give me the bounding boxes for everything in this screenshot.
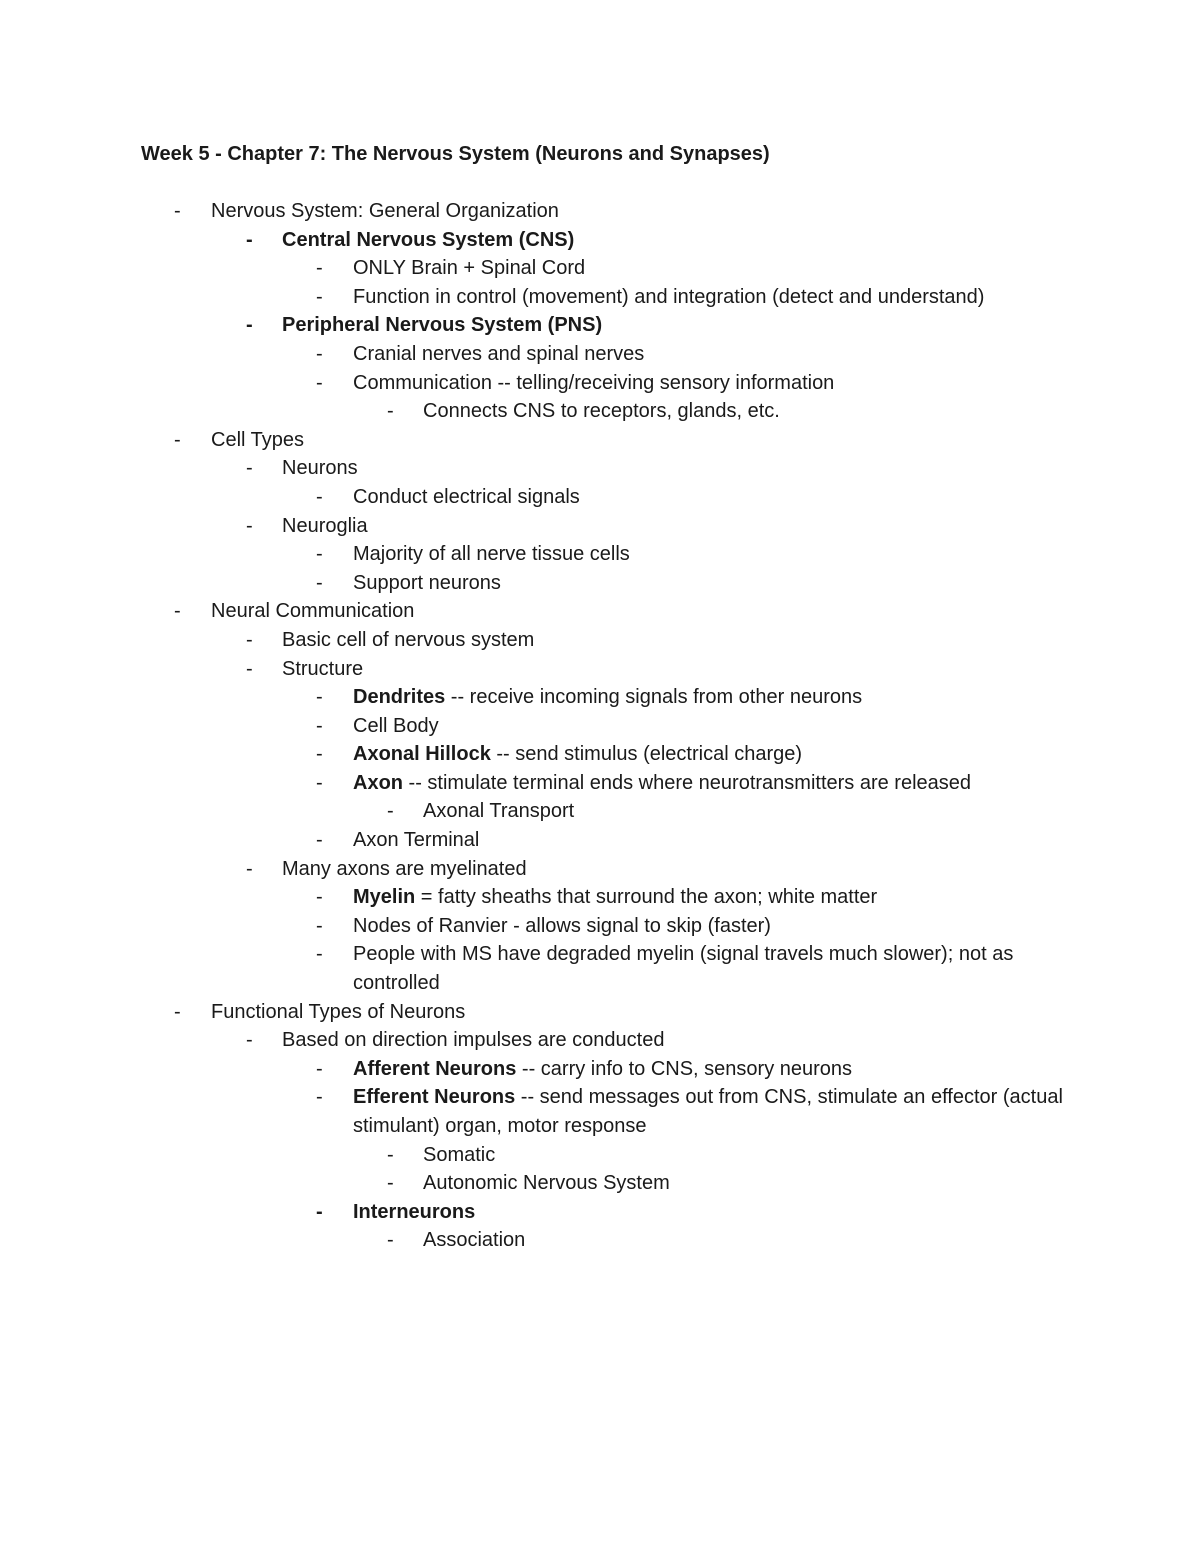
list-item [0, 283, 1200, 312]
list-item [0, 226, 1200, 255]
list-item [0, 912, 1200, 941]
list-item-text [353, 740, 1073, 769]
bullet-dash: - [174, 600, 181, 623]
bold-term: Peripheral Nervous System (PNS) [282, 314, 603, 337]
bullet-dash: - [246, 228, 253, 251]
item-text: Association [423, 1229, 526, 1252]
list-item-text [423, 1226, 1143, 1255]
bullet-dash: - [174, 200, 181, 222]
list-item-text [282, 855, 1002, 884]
item-text: Cell Body [353, 714, 439, 737]
list-item [0, 311, 1200, 340]
bullet-dash: - [316, 886, 323, 909]
bullet-dash: - [246, 657, 253, 680]
list-item-text [353, 1055, 1073, 1084]
bold-term: Dendrites [353, 686, 446, 709]
list-item-text [282, 226, 1002, 255]
outline-list [0, 197, 1200, 1255]
bullet-dash: - [316, 714, 323, 737]
list-item-text [353, 254, 1073, 283]
list-item-text [353, 540, 1073, 569]
bold-term: Interneurons [353, 1200, 476, 1223]
list-item-text [353, 340, 1073, 369]
item-text: -- carry info to CNS, sensory neurons [516, 1057, 853, 1080]
item-text: -- send stimulus (electrical charge) [490, 743, 803, 766]
list-item [0, 626, 1200, 655]
list-item-text [282, 655, 1002, 684]
list-item [0, 769, 1200, 798]
item-text: -- send messages out from CNS, stimulate an effector (actual stimulant) organ, motor response [353, 1086, 1063, 1137]
list-item [0, 512, 1200, 541]
list-item [0, 740, 1200, 769]
list-item-text [211, 998, 931, 1027]
list-item [0, 998, 1200, 1027]
list-item [0, 1198, 1200, 1227]
item-text: Neurons [282, 457, 358, 480]
item-text: Structure [282, 657, 364, 680]
bullet-dash: - [174, 428, 181, 451]
item-text: Neural Communication [211, 600, 415, 623]
item-text: Somatic [423, 1143, 496, 1166]
bullet-dash: - [246, 857, 253, 880]
bullet-dash: - [316, 914, 323, 937]
list-item [0, 1141, 1200, 1170]
list-item [0, 1226, 1200, 1255]
list-item [0, 426, 1200, 455]
bullet-dash: - [316, 543, 323, 566]
list-item-text [353, 826, 1073, 855]
list-item-text [282, 512, 1002, 541]
item-text: Functional Types of Neurons [211, 1000, 466, 1023]
item-text: Connects CNS to receptors, glands, etc. [423, 400, 780, 423]
list-item [0, 883, 1200, 912]
list-item-text [353, 569, 1073, 598]
item-text: Function in control (movement) and integration (detect and understand) [353, 285, 985, 308]
list-item [0, 797, 1200, 826]
bullet-dash: - [316, 1200, 323, 1223]
list-item-text [282, 311, 1002, 340]
item-text: Many axons are myelinated [282, 857, 527, 880]
list-item [0, 683, 1200, 712]
list-item [0, 597, 1200, 626]
item-text: Majority of all nerve tissue cells [353, 543, 630, 566]
item-text: ONLY Brain + Spinal Cord [353, 257, 586, 280]
list-item-text [282, 626, 1002, 655]
bullet-dash: - [316, 1057, 323, 1080]
bullet-dash: - [316, 743, 323, 766]
bullet-dash: - [174, 1000, 181, 1023]
bullet-dash: - [316, 342, 323, 365]
list-item-text [353, 683, 1073, 712]
list-item-text [211, 197, 931, 226]
list-item [0, 540, 1200, 569]
list-item [0, 940, 1200, 997]
list-item-text [211, 426, 931, 455]
list-item-text [282, 454, 1002, 483]
item-text: -- receive incoming signals from other neurons [445, 686, 863, 709]
list-item-text [353, 769, 1073, 798]
list-item-text [353, 912, 1073, 941]
list-item [0, 826, 1200, 855]
bullet-dash: - [316, 257, 323, 280]
bullet-dash: - [246, 628, 253, 651]
list-item [0, 197, 1200, 226]
list-item-text [423, 797, 1143, 826]
bold-term: Central Nervous System (CNS) [282, 228, 575, 251]
item-text: Cell Types [211, 428, 305, 451]
bullet-dash: - [316, 485, 323, 508]
list-item [0, 483, 1200, 512]
list-item-text [353, 883, 1073, 912]
bold-term: Afferent Neurons [353, 1057, 517, 1080]
list-item [0, 454, 1200, 483]
item-text: = fatty sheaths that surround the axon; white matter [415, 886, 878, 909]
list-item-text [423, 1169, 1143, 1198]
list-item-text [353, 1198, 1073, 1227]
bullet-dash: - [316, 686, 323, 709]
bullet-dash: - [387, 1172, 394, 1195]
item-text: Communication -- telling/receiving sensory information [353, 371, 835, 394]
item-text: Cranial nerves and spinal nerves [353, 342, 645, 365]
bullet-dash: - [316, 371, 323, 394]
document-title: Week 5 - Chapter 7: The Nervous System (Neurons and Synapses) [141, 143, 770, 165]
list-item [0, 655, 1200, 684]
list-item-text [353, 369, 1073, 398]
bullet-dash: - [387, 1143, 394, 1166]
list-item-text [211, 597, 931, 626]
list-item-text [353, 940, 1073, 997]
bullet-dash: - [387, 800, 394, 823]
item-text: People with MS have degraded myelin (signal travels much slower); not as controlled [353, 943, 1014, 995]
item-text: Neuroglia [282, 514, 368, 537]
bullet-dash: - [316, 285, 323, 308]
list-item [0, 712, 1200, 741]
bullet-dash: - [246, 457, 253, 480]
bullet-dash: - [316, 571, 323, 594]
list-item-text [353, 283, 1073, 312]
bullet-dash: - [246, 514, 253, 537]
list-item-text [423, 1141, 1143, 1170]
item-text: Axonal Transport [423, 800, 575, 823]
list-item [0, 340, 1200, 369]
bold-term: Efferent Neurons [353, 1086, 516, 1109]
list-item-text [282, 1026, 1002, 1055]
item-text: Axon Terminal [353, 829, 480, 852]
bullet-dash: - [387, 1229, 394, 1252]
list-item [0, 254, 1200, 283]
list-item [0, 397, 1200, 426]
list-item-text [353, 712, 1073, 741]
list-item-text [353, 1083, 1073, 1140]
list-item [0, 855, 1200, 884]
list-item-text [423, 397, 1143, 426]
item-text: Nervous System: General Organization [211, 200, 559, 222]
list-item [0, 569, 1200, 598]
bullet-dash: - [316, 829, 323, 852]
bullet-dash: - [387, 400, 394, 423]
list-item-text [353, 483, 1073, 512]
bold-term: Myelin [353, 886, 416, 909]
bold-term: Axonal Hillock [353, 743, 491, 766]
bullet-dash: - [316, 943, 323, 966]
item-text: -- stimulate terminal ends where neurotransmitters are released [403, 771, 972, 794]
bullet-dash: - [246, 314, 253, 337]
bullet-dash: - [316, 771, 323, 794]
item-text: Based on direction impulses are conducted [282, 1029, 665, 1052]
item-text: Basic cell of nervous system [282, 628, 535, 651]
item-text: Support neurons [353, 571, 501, 594]
item-text: Nodes of Ranvier - allows signal to skip (faster) [353, 914, 771, 937]
list-item [0, 369, 1200, 398]
list-item [0, 1055, 1200, 1084]
item-text: Autonomic Nervous System [423, 1172, 670, 1195]
bold-term: Axon [353, 771, 403, 794]
bullet-dash: - [246, 1029, 253, 1052]
bullet-dash: - [316, 1086, 323, 1109]
item-text: Conduct electrical signals [353, 485, 580, 508]
list-item [0, 1083, 1200, 1140]
list-item [0, 1169, 1200, 1198]
list-item [0, 1026, 1200, 1055]
